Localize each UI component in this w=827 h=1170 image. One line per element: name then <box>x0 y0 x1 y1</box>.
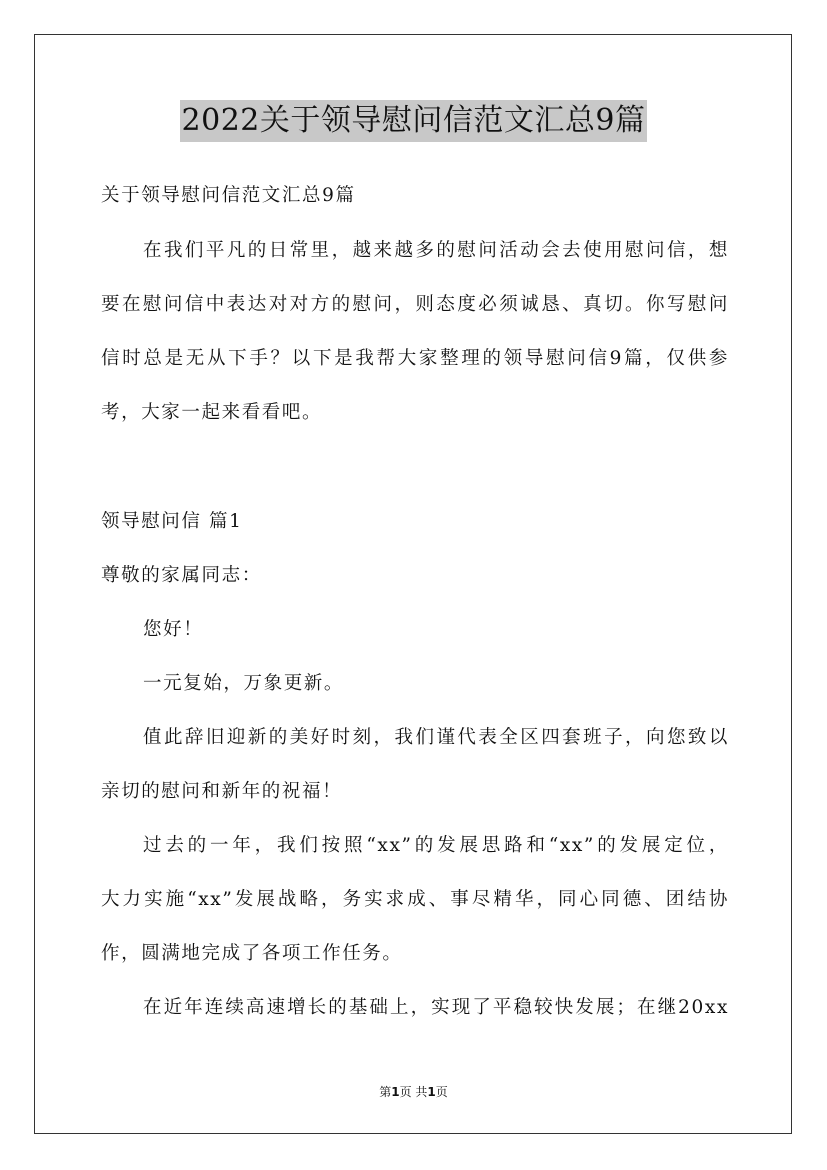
intro-line-4: 考，大家一起来看看吧。 <box>101 402 323 423</box>
para1-line-1: 值此辞旧迎新的美好时刻，我们谨代表全区四套班子，向您致以 <box>143 727 729 748</box>
intro-line-3: 信时总是无从下手？以下是我帮大家整理的领导慰问信9篇，仅供参 <box>101 348 729 369</box>
footer-total-pages: 1 <box>427 1085 436 1099</box>
para3-line-1: 在近年连续高速增长的基础上，实现了平稳较快发展；在继20xx <box>143 997 729 1018</box>
greeting: 您好！ <box>143 619 204 640</box>
footer-suffix: 页 <box>435 1085 448 1099</box>
document-title: 2022关于领导慰问信范文汇总9篇 <box>180 100 648 142</box>
footer-current-page: 1 <box>391 1085 400 1099</box>
section-heading: 领导慰问信 篇1 <box>101 511 243 532</box>
footer-mid: 页 共 <box>399 1085 428 1099</box>
para2-line-2: 大力实施“xx”发展战略，务实求成、事尽精华，同心同德、团结协 <box>101 889 729 910</box>
title-container <box>0 100 827 142</box>
intro-line-1: 在我们平凡的日常里，越来越多的慰问活动会去使用慰问信，想 <box>143 240 729 261</box>
new-year-line: 一元复始，万象更新。 <box>143 673 345 694</box>
salutation: 尊敬的家属同志： <box>101 565 262 586</box>
para2-line-1: 过去的一年，我们按照“xx”的发展思路和“xx”的发展定位， <box>143 835 729 856</box>
page-footer <box>0 1083 827 1100</box>
intro-line-2: 要在慰问信中表达对对方的慰问，则态度必须诚恳、真切。你写慰问 <box>101 294 729 315</box>
para1-line-2: 亲切的慰问和新年的祝福！ <box>101 781 343 802</box>
para2-line-3: 作，圆满地完成了各项工作任务。 <box>101 943 403 964</box>
footer-prefix: 第 <box>379 1085 392 1099</box>
subtitle: 关于领导慰问信范文汇总9篇 <box>101 185 356 206</box>
